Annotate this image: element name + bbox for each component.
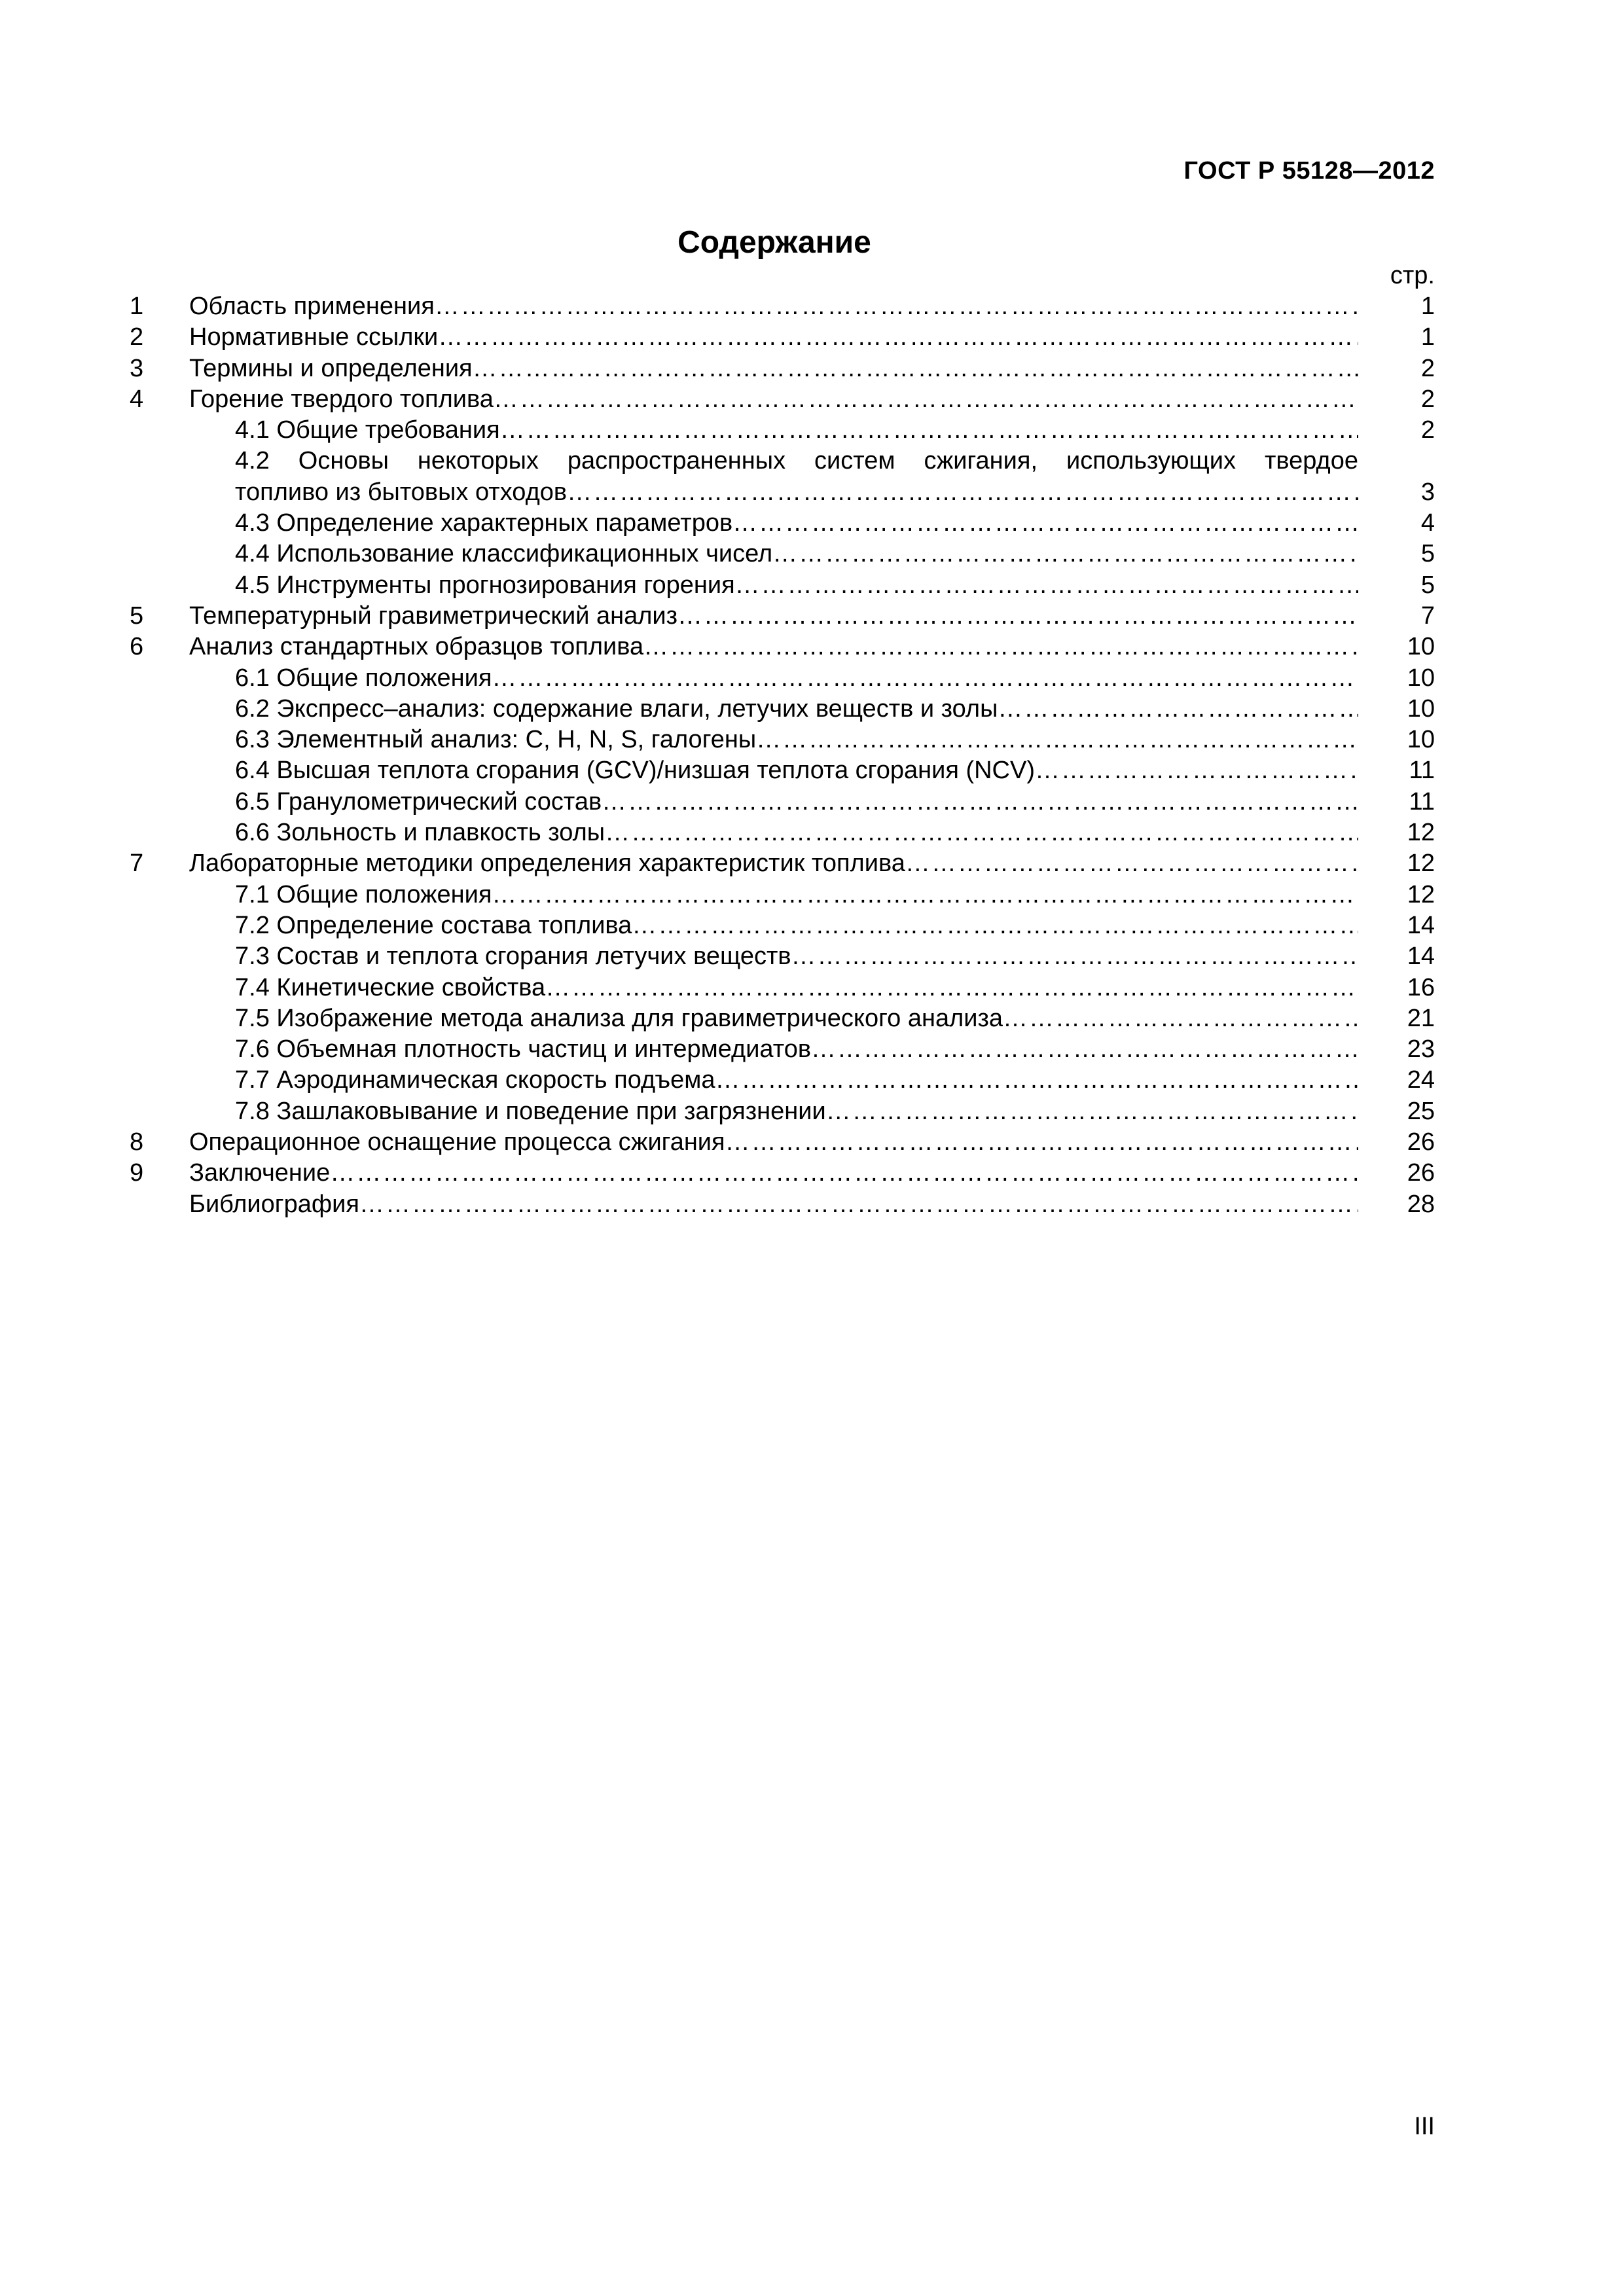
toc-entry bbox=[130, 941, 1435, 972]
dot-leader bbox=[905, 848, 1358, 879]
toc-entry-line bbox=[235, 787, 1358, 817]
toc-entry-title: 4.1 Общие требования bbox=[235, 416, 500, 444]
dot-leader bbox=[791, 941, 1358, 972]
toc-entry-page: 11 bbox=[1409, 787, 1435, 816]
toc-entry-page: 10 bbox=[1407, 633, 1435, 661]
dot-leader bbox=[732, 508, 1358, 539]
toc-entry-title: 4.3 Определение характерных параметров bbox=[235, 509, 733, 537]
toc-entry-title: Термины и определения bbox=[189, 354, 473, 382]
toc-entry-title: 6.3 Элементный анализ: C, H, N, S, галогены bbox=[235, 726, 757, 754]
toc-entry-page: 4 bbox=[1420, 509, 1435, 537]
toc-entry bbox=[130, 663, 1435, 694]
toc-entry bbox=[130, 508, 1435, 539]
dot-leader bbox=[632, 910, 1358, 941]
dot-leader bbox=[473, 353, 1358, 384]
dot-leader bbox=[1035, 755, 1358, 786]
toc-entry-line bbox=[235, 477, 1358, 508]
toc-entry-title: Нормативные ссылки bbox=[189, 323, 439, 351]
dot-leader bbox=[725, 1127, 1358, 1158]
toc-entry-page: 26 bbox=[1407, 1159, 1435, 1187]
toc-entry-page: 26 bbox=[1407, 1128, 1435, 1157]
toc-entry-title: 6.2 Экспресс–анализ: содержание влаги, летучих веществ и золы bbox=[235, 694, 998, 723]
toc-entry bbox=[130, 1189, 1435, 1220]
toc-entry bbox=[130, 601, 1435, 632]
dot-leader bbox=[643, 632, 1358, 662]
toc-entry-line bbox=[235, 539, 1358, 569]
toc-entry bbox=[130, 880, 1435, 910]
toc-entry-title: 7.8 Зашлаковывание и поведение при загрязнении bbox=[235, 1097, 826, 1125]
toc-entry-title: Заключение bbox=[189, 1159, 331, 1187]
dot-leader bbox=[545, 973, 1358, 1003]
dot-leader bbox=[438, 322, 1358, 353]
toc-entry-number: 1 bbox=[130, 293, 144, 320]
toc-entry-line bbox=[235, 1003, 1358, 1034]
toc-entry-title: 7.1 Общие положения bbox=[235, 880, 492, 908]
toc-entry bbox=[130, 1096, 1435, 1127]
toc-entry-line bbox=[235, 725, 1358, 755]
toc-entry-page: 2 bbox=[1420, 385, 1435, 413]
dot-leader bbox=[998, 694, 1358, 725]
toc-entry-page: 14 bbox=[1407, 911, 1435, 939]
toc-entry bbox=[130, 1065, 1435, 1096]
toc-entry-line bbox=[235, 570, 1358, 601]
toc-entry-title: топливо из бытовых отходов bbox=[235, 478, 568, 506]
table-of-contents bbox=[130, 291, 1435, 1220]
toc-entry-page: 7 bbox=[1420, 601, 1435, 630]
dot-leader bbox=[567, 477, 1358, 508]
dot-leader bbox=[715, 1065, 1359, 1096]
toc-entry-title: 7.6 Объемная плотность частиц и интермедиатов bbox=[235, 1035, 812, 1064]
toc-entry-page: 2 bbox=[1420, 354, 1435, 382]
toc-entry-number: 6 bbox=[130, 633, 144, 661]
toc-entry-line bbox=[235, 694, 1358, 725]
toc-entry bbox=[130, 446, 1435, 476]
dot-leader bbox=[492, 880, 1358, 910]
toc-entry bbox=[130, 1003, 1435, 1034]
dot-leader bbox=[435, 291, 1358, 322]
toc-entry-number: 3 bbox=[130, 354, 144, 382]
toc-entry-number: 5 bbox=[130, 601, 144, 630]
dot-leader bbox=[772, 539, 1358, 569]
toc-entry-line bbox=[235, 415, 1358, 446]
toc-entry-title: 6.6 Зольность и плавкость золы bbox=[235, 819, 605, 847]
toc-entry-line bbox=[235, 755, 1358, 786]
page-number: III bbox=[1414, 2113, 1435, 2140]
dot-leader bbox=[677, 601, 1358, 632]
dot-leader bbox=[1003, 1003, 1358, 1034]
toc-entry-line bbox=[235, 817, 1358, 848]
toc-entry-line bbox=[189, 322, 1358, 353]
toc-entry-number: 9 bbox=[130, 1159, 144, 1187]
toc-entry bbox=[130, 353, 1435, 384]
dot-leader bbox=[605, 817, 1358, 848]
toc-entry-line bbox=[235, 1065, 1358, 1096]
toc-entry bbox=[130, 322, 1435, 353]
toc-entry-line bbox=[235, 880, 1358, 910]
toc-entry-line bbox=[235, 663, 1358, 694]
toc-entry-page: 10 bbox=[1407, 694, 1435, 723]
toc-entry-line bbox=[189, 1158, 1358, 1189]
toc-entry-page: 5 bbox=[1420, 571, 1435, 599]
dot-leader bbox=[826, 1096, 1358, 1127]
dot-leader bbox=[492, 663, 1358, 694]
toc-entry-page: 3 bbox=[1420, 478, 1435, 506]
toc-entry-page: 24 bbox=[1407, 1066, 1435, 1094]
toc-entry-line bbox=[235, 941, 1358, 972]
toc-entry-title: Операционное оснащение процесса сжигания bbox=[189, 1128, 725, 1157]
toc-entry-page: 14 bbox=[1407, 942, 1435, 971]
toc-entry-page: 12 bbox=[1407, 819, 1435, 847]
toc-entry-title: 7.2 Определение состава топлива bbox=[235, 911, 632, 939]
toc-entry-line bbox=[235, 446, 1358, 476]
toc-entry bbox=[130, 477, 1435, 508]
toc-entry bbox=[130, 973, 1435, 1003]
toc-entry bbox=[130, 1034, 1435, 1065]
toc-entry-title: Температурный гравиметрический анализ bbox=[189, 601, 678, 630]
toc-entry-line bbox=[189, 601, 1358, 632]
toc-entry-title: 7.7 Аэродинамическая скорость подъема bbox=[235, 1066, 715, 1094]
toc-entry-line bbox=[235, 1034, 1358, 1065]
toc-entry bbox=[130, 817, 1435, 848]
dot-leader bbox=[735, 570, 1358, 601]
toc-entry bbox=[130, 725, 1435, 755]
toc-entry-line bbox=[235, 508, 1358, 539]
toc-entry-page: 10 bbox=[1407, 664, 1435, 692]
toc-entry-line bbox=[235, 910, 1358, 941]
toc-title: Содержание bbox=[677, 225, 871, 260]
toc-entry-page: 25 bbox=[1407, 1097, 1435, 1125]
toc-entry bbox=[130, 1127, 1435, 1158]
toc-entry-line bbox=[189, 848, 1358, 879]
toc-entry bbox=[130, 570, 1435, 601]
toc-entry-line bbox=[189, 1189, 1358, 1220]
toc-entry-line bbox=[189, 353, 1358, 384]
toc-entry bbox=[130, 910, 1435, 941]
dot-leader bbox=[811, 1034, 1358, 1065]
toc-entry-number: 2 bbox=[130, 323, 144, 351]
toc-entry bbox=[130, 291, 1435, 322]
dot-leader bbox=[359, 1189, 1358, 1220]
toc-entry-page: 1 bbox=[1420, 293, 1435, 320]
toc-entry-line bbox=[235, 973, 1358, 1003]
toc-entry bbox=[130, 755, 1435, 786]
dot-leader bbox=[500, 415, 1358, 446]
toc-entry-number: 4 bbox=[130, 385, 144, 413]
toc-entry-line bbox=[235, 1096, 1358, 1127]
toc-entry-line bbox=[189, 384, 1358, 415]
toc-entry-page: 2 bbox=[1420, 416, 1435, 444]
toc-entry bbox=[130, 384, 1435, 415]
toc-entry bbox=[130, 415, 1435, 446]
toc-entry-title: Анализ стандартных образцов топлива bbox=[189, 633, 644, 661]
toc-entry-line bbox=[189, 1127, 1358, 1158]
dot-leader bbox=[494, 384, 1358, 415]
dot-leader bbox=[602, 787, 1358, 817]
toc-entry-title: 4.4 Использование классификационных чисел bbox=[235, 540, 773, 568]
page-column-label: стр. bbox=[1390, 262, 1435, 289]
toc-entry bbox=[130, 632, 1435, 662]
toc-entry-title: 6.5 Гранулометрический состав bbox=[235, 787, 602, 816]
toc-entry-title: 6.4 Высшая теплота сгорания (GCV)/низшая теплота сгорания (NCV) bbox=[235, 757, 1035, 785]
toc-entry-number: 8 bbox=[130, 1128, 144, 1157]
toc-entry-title: 7.3 Состав и теплота сгорания летучих веществ bbox=[235, 942, 791, 971]
toc-entry-title: 4.2 Основы некоторых распространенных систем сжигания, использующих твердое bbox=[235, 447, 1358, 475]
toc-entry-title: Лабораторные методики определения характеристик топлива bbox=[189, 850, 905, 878]
toc-entry-page: 28 bbox=[1407, 1190, 1435, 1218]
toc-entry bbox=[130, 848, 1435, 879]
toc-entry-title: Библиография bbox=[189, 1190, 359, 1218]
toc-entry-page: 5 bbox=[1420, 540, 1435, 568]
toc-entry-number: 7 bbox=[130, 850, 144, 878]
toc-entry-page: 10 bbox=[1407, 726, 1435, 754]
toc-entry-line bbox=[189, 291, 1358, 322]
toc-entry-page: 12 bbox=[1407, 880, 1435, 908]
toc-entry-line bbox=[189, 632, 1358, 662]
toc-entry-title: Горение твердого топлива bbox=[189, 385, 494, 413]
toc-entry bbox=[130, 787, 1435, 817]
toc-entry-page: 16 bbox=[1407, 973, 1435, 1001]
dot-leader bbox=[756, 725, 1358, 755]
toc-entry-page: 1 bbox=[1420, 323, 1435, 351]
dot-leader bbox=[330, 1158, 1358, 1189]
toc-entry-page: 21 bbox=[1407, 1004, 1435, 1032]
toc-entry-page: 11 bbox=[1409, 757, 1435, 785]
toc-entry-page: 23 bbox=[1407, 1035, 1435, 1064]
toc-entry bbox=[130, 539, 1435, 569]
toc-entry bbox=[130, 694, 1435, 725]
toc-entry-title: 4.5 Инструменты прогнозирования горения bbox=[235, 571, 735, 599]
toc-entry-title: 6.1 Общие положения bbox=[235, 664, 492, 692]
toc-entry-title: 7.4 Кинетические свойства bbox=[235, 973, 546, 1001]
toc-entry-page: 12 bbox=[1407, 850, 1435, 878]
toc-entry bbox=[130, 1158, 1435, 1189]
document-code: ГОСТ Р 55128—2012 bbox=[1183, 157, 1435, 185]
toc-entry-title: 7.5 Изображение метода анализа для гравиметрического анализа bbox=[235, 1004, 1003, 1032]
toc-entry-title: Область применения bbox=[189, 293, 435, 320]
